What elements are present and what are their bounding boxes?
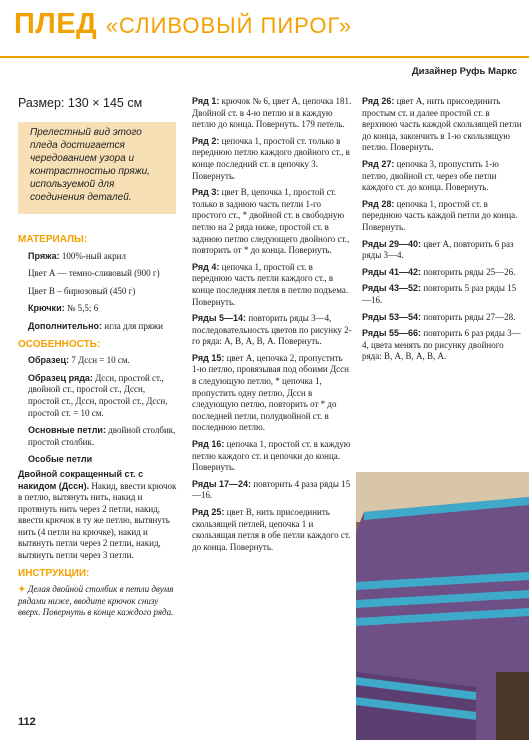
extra-line: Дополнительно: игла для пряжи	[28, 320, 164, 331]
row-text: цвет А, повторить 6 раз ряды 3—4.	[362, 238, 514, 261]
instructions-text: ✦ Делая двойной столбик в петли двумя рядами ниже, вводите крючок снизу вверх. Повернуть в конце каждого ряда.	[18, 584, 174, 618]
title-sub: «СЛИВОВЫЙ ПИРОГ»	[105, 13, 353, 38]
pattern-row	[192, 96, 352, 131]
row-label: Ряды 53—54:	[362, 311, 422, 322]
row-label: Ряд 2:	[192, 135, 220, 146]
row-label: Ряд 16:	[192, 439, 225, 450]
row-text: цвет В, цепочка 1, простой ст. только в заднюю часть петли 1-го простого ст., * двойной ст. в свободную петлю на 2 ряда ниже, простой ст. в заднюю петлю следующего двойного ст., повторить от * до конца. Повернуть.	[192, 187, 350, 256]
special-stitches-title: Особые петли	[28, 454, 93, 465]
pattern-row	[192, 262, 352, 308]
row-label: Ряд 28:	[362, 198, 395, 209]
pattern-row	[362, 239, 522, 262]
pattern-row	[362, 159, 522, 194]
row-label: Ряды 41—42:	[362, 266, 422, 277]
row-label: Ряд 27:	[362, 158, 395, 169]
title-main: ПЛЕД	[14, 8, 98, 40]
row-label: Ряд 25:	[192, 507, 225, 517]
pattern-row	[192, 479, 352, 502]
pattern-row	[192, 507, 352, 553]
pattern-row	[362, 96, 522, 154]
size-line: Размер: 130 × 145 см	[18, 96, 143, 110]
row-text: цепочка 1, простой ст. в переднюю часть петли каждого ст., в конце последняя петля в петлю подъема. Повернуть.	[192, 261, 349, 307]
row-label: Ряд 26:	[362, 96, 395, 106]
row-text: цвет А, нить присоединить простым ст. и далее простой ст. в верхнюю часть каждой скользящей петли до конца, закончить в 1-ю скользящую петлю. Повернуть.	[362, 96, 522, 153]
rows-column-middle	[192, 96, 352, 558]
pattern-row	[362, 312, 522, 324]
row-label: Ряд 3:	[192, 187, 220, 198]
basic-stitches-line: Основные петли: двойной столбик, простой столбик.	[28, 425, 176, 447]
row-label: Ряд 1:	[192, 96, 220, 106]
row-label: Ряды 29—40:	[362, 238, 422, 249]
row-label: Ряд 4:	[192, 261, 220, 272]
row-label: Ряд 15:	[192, 352, 225, 363]
hooks-line: Крючки: № 5,5; 6	[28, 303, 99, 314]
furniture	[496, 672, 529, 740]
page-title	[14, 8, 352, 41]
row-label: Ряды 43—52:	[362, 283, 422, 294]
designer-credit: Дизайнер Руфь Маркс	[411, 66, 517, 77]
row-text: цепочка 1, простой ст. в каждую петлю каждого ст. и цепочки до конца. Повернуть.	[192, 439, 351, 473]
features-heading: ОСОБЕННОСТЬ:	[18, 338, 101, 350]
sample-line: Образец: 7 Дссн = 10 см.	[28, 355, 130, 366]
row-text: цепочка 1, простой ст. в переднюю часть каждой петли до конца. Повернуть.	[362, 198, 518, 232]
materials-heading: МАТЕРИАЛЫ:	[18, 234, 88, 245]
pattern-row	[192, 187, 352, 257]
row-text: повторить 5 раз ряды 15—16.	[362, 283, 517, 305]
row-label: Ряды 55—66:	[362, 328, 422, 339]
special-stitches-text: Двойной сокращенный ст. с накидом (Дссн). Накид, ввести крючок в петлю, вытянуть нить, накид и протянуть нить через 2 петли, накид, ввести крючок в ту же петлю, вытянуть нить (4 петли на крючке), накид и вытянуть петли через 2 петли, накид, вытянуть петли через 3 петли.	[18, 468, 177, 561]
title-rule	[0, 56, 529, 58]
pattern-row	[192, 136, 352, 182]
row-text: крючок № 6, цвет А, цепочка 181. Двойной ст. в 4-ю петлю и в каждую петлю до конца. Повернуть. 179 петель.	[192, 96, 352, 130]
left-column	[18, 232, 178, 625]
row-text: повторить ряды 25—26.	[423, 266, 516, 277]
page-number: 112	[18, 716, 36, 728]
bullet-icon: ✦	[18, 584, 26, 595]
pattern-row	[362, 328, 522, 363]
row-text: цвет В, нить присоединить скользящей петлей, цепочка 1 и скользящая петля в обе петли каждого ст. до конца. Повернуть.	[192, 507, 351, 552]
row-text: повторить 4 раза ряды 15—16.	[192, 478, 351, 501]
pattern-row	[192, 353, 352, 434]
pattern-row	[192, 313, 352, 348]
color-b-line: Цвет В – бирюзовый (450 г)	[28, 285, 136, 296]
pattern-row	[362, 267, 522, 279]
pattern-row	[192, 439, 352, 474]
intro-note: Прелестный вид этого пледа достигается чередованием узора и контрастностью пряжи, используемой для соединения деталей.	[18, 122, 176, 214]
sample-row-line: Образец ряда: Дссн, простой ст., двойной ст., простой ст., Дссн, простой ст., Дссн, простой ст., Дссн, простой ст. = 10 см.	[28, 372, 168, 418]
row-text: повторить ряды 27—28.	[423, 311, 516, 322]
row-text: повторить ряды 3—4, последовательность цветов по рисунку 2-го ряда: А, В, А, В, А. Повернуть.	[192, 313, 352, 347]
rows-column-right	[362, 96, 522, 368]
pattern-row	[362, 283, 522, 306]
row-text: цепочка 1, простой ст. только в переднюю петлю каждого двойного ст., в конце последний ст. в цепочку 3. Повернуть.	[192, 135, 350, 181]
color-a-line: Цвет А — темно-сливовый (900 г)	[28, 268, 160, 279]
yarn-line: Пряжа: 100%-ный акрил	[28, 250, 126, 261]
row-label: Ряды 5—14:	[192, 313, 247, 324]
pattern-row	[362, 199, 522, 234]
row-text: повторить 6 раз ряды 3—4, цвета менять по рисунку двойного ряда: В, А, В, А, В, А.	[362, 328, 521, 362]
blanket-photo	[356, 472, 529, 740]
row-label: Ряды 17—24:	[192, 478, 252, 489]
row-text: цвет А, цепочка 2, пропустить 1-ю петлю, провязывая под обоими Дссн в следующую петлю, * цепочка 1, пропустить одну петлю, Дссн в следующую петлю, повторить от * до последней петли, полудвойной ст. в последнюю петлю.	[192, 352, 349, 433]
instructions-heading: ИНСТРУКЦИИ:	[18, 567, 90, 579]
row-text: цепочка 3, пропустить 1-ю петлю, двойной ст. через обе петли каждого ст. до конца. Повернуть.	[362, 158, 499, 193]
